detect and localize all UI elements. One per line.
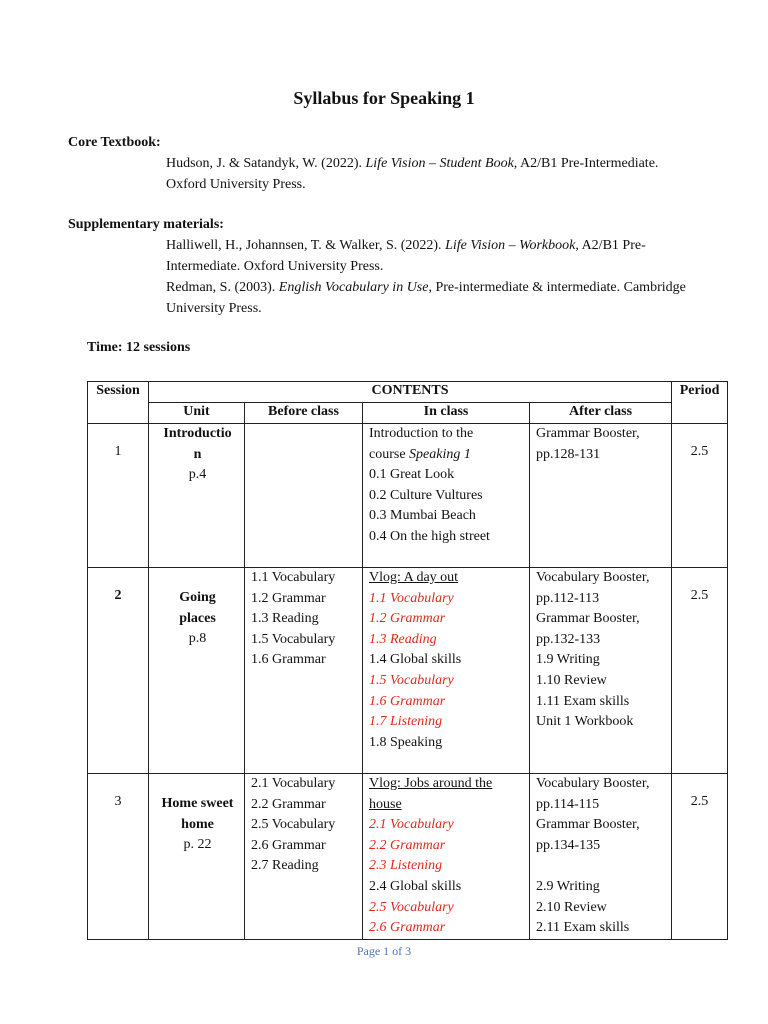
in-class-item-highlight: 1.1 Vocabulary: [369, 590, 454, 606]
in-class-item-highlight: 1.3 Reading: [369, 631, 437, 647]
after-class-cell: [530, 568, 672, 774]
after-class-item: Grammar Booster,: [536, 426, 640, 441]
in-class-cell: [363, 568, 530, 774]
in-class-item: 0.2 Culture Vultures: [369, 487, 483, 503]
after-class-item: 1.11 Exam skills: [536, 693, 630, 709]
session-number: 1: [114, 444, 122, 459]
in-class-cell: [363, 774, 530, 940]
header-before-class: Before class: [245, 403, 363, 424]
in-class-item-highlight: 2.5 Vocabulary: [369, 899, 454, 915]
header-session: Session: [88, 382, 149, 424]
before-class-item: 1.1 Vocabulary: [251, 570, 336, 585]
in-class-item: Speaking 1: [409, 446, 471, 462]
before-class-item: 2.7 Reading: [251, 858, 319, 874]
session-number: 2: [114, 588, 122, 603]
in-class-item-highlight: 1.6 Grammar: [369, 693, 446, 709]
in-class-item-highlight: 1.2 Grammar: [369, 611, 446, 627]
header-after-class: After class: [530, 403, 672, 424]
in-class-item: 1.4 Global skills: [369, 652, 462, 668]
after-class-item: pp.114-115: [536, 796, 600, 812]
supp-ref-text: Halliwell, H., Johannsen, T. & Walker, S. (2022).: [166, 238, 446, 253]
session-cell: [88, 424, 149, 568]
unit-page: p.8: [188, 631, 207, 647]
in-class-item: 0.1 Great Look: [369, 467, 455, 483]
supp-ref-text: , Pre-intermediate & intermediate. Cambridge: [428, 280, 686, 295]
after-class-item: 2.10 Review: [536, 899, 607, 915]
time-label: Time: 12 sessions: [87, 340, 191, 355]
core-ref-text: , A2/B1 Pre-Intermediate.: [513, 156, 659, 171]
after-class-item: Vocabulary Booster,: [536, 570, 650, 585]
in-class-item-highlight: 1.7 Listening: [369, 714, 443, 730]
after-class-item: Grammar Booster,: [536, 817, 640, 833]
supplementary-label: Supplementary materials:: [68, 217, 224, 232]
syllabus-table: [87, 381, 728, 940]
after-class-cell: [530, 774, 672, 940]
before-class-item: 2.1 Vocabulary: [251, 776, 336, 791]
session-number: 3: [114, 794, 122, 809]
after-class-spacer: [536, 856, 667, 877]
after-class-item: Grammar Booster,: [536, 611, 640, 627]
header-unit: Unit: [149, 403, 245, 424]
in-class-item: Introduction to the: [369, 426, 474, 441]
before-class-item: 1.5 Vocabulary: [251, 631, 336, 647]
session-cell: [88, 774, 149, 940]
after-class-item: 2.9 Writing: [536, 878, 600, 894]
supp-ref-text: Redman, S. (2003).: [166, 280, 279, 295]
before-class-item: 1.3 Reading: [251, 611, 319, 627]
before-class-cell: [245, 774, 363, 940]
vlog-title: Vlog: A day out: [369, 570, 459, 585]
in-class-item: 0.3 Mumbai Beach: [369, 508, 476, 524]
after-class-cell: [530, 424, 672, 568]
unit-page: p.4: [188, 467, 207, 483]
before-class-item: 2.2 Grammar: [251, 796, 326, 812]
in-class-item: 2.4 Global skills: [369, 878, 462, 894]
supp-ref-title: Life Vision – Workbook: [445, 238, 576, 253]
after-class-item: Unit 1 Workbook: [536, 714, 634, 730]
before-class-cell: [245, 424, 363, 568]
vlog-title: house: [369, 796, 402, 812]
before-class-item: 1.2 Grammar: [251, 590, 326, 606]
unit-title: Going: [179, 590, 216, 605]
before-class-item: 2.6 Grammar: [251, 837, 326, 853]
supplementary-references: [166, 235, 744, 319]
header-contents: CONTENTS: [149, 382, 672, 403]
period-value: 2.5: [690, 444, 709, 459]
page-footer: Page 1 of 3: [356, 944, 412, 958]
in-class-item: course: [369, 446, 410, 462]
after-class-item: pp.112-113: [536, 590, 600, 606]
session-cell: [88, 568, 149, 774]
in-class-item-highlight: 2.2 Grammar: [369, 837, 446, 853]
core-ref-publisher: Oxford University Press.: [166, 177, 306, 192]
supp-ref-text: University Press.: [166, 301, 262, 316]
in-class-item-highlight: 1.5 Vocabulary: [369, 672, 454, 688]
period-cell: [672, 568, 728, 774]
unit-title: places: [179, 610, 216, 626]
core-textbook-label: Core Textbook:: [68, 135, 161, 150]
period-value: 2.5: [690, 794, 709, 809]
unit-title: n: [193, 446, 202, 462]
before-class-item: 1.6 Grammar: [251, 652, 326, 668]
unit-title: Introductio: [163, 426, 232, 441]
unit-cell: [149, 568, 245, 774]
header-period: Period: [672, 382, 728, 424]
supp-ref-text: Intermediate. Oxford University Press.: [166, 259, 384, 274]
in-class-item-highlight: 2.3 Listening: [369, 858, 443, 874]
core-textbook-reference: [166, 153, 744, 195]
table-row: [88, 424, 728, 568]
period-cell: [672, 424, 728, 568]
after-class-item: 1.10 Review: [536, 672, 607, 688]
after-class-item: 1.9 Writing: [536, 652, 600, 668]
vlog-title: Vlog: Jobs around the: [369, 776, 493, 791]
core-ref-title: Life Vision – Student Book: [365, 156, 514, 171]
unit-title: home: [181, 816, 214, 832]
after-class-item: pp.132-133: [536, 631, 601, 647]
in-class-item-highlight: 2.6 Grammar: [369, 920, 446, 936]
table-row: [88, 774, 728, 940]
in-class-cell: [363, 424, 530, 568]
before-class-item: 2.5 Vocabulary: [251, 817, 336, 833]
page-title: Syllabus for Speaking 1: [293, 88, 475, 108]
unit-cell: [149, 424, 245, 568]
after-class-item: pp.134-135: [536, 837, 601, 853]
unit-title: Home sweet: [161, 796, 234, 811]
in-class-item: 1.8 Speaking: [369, 734, 443, 750]
after-class-item: pp.128-131: [536, 446, 601, 462]
in-class-item-highlight: 2.1 Vocabulary: [369, 817, 454, 833]
period-value: 2.5: [690, 588, 709, 603]
after-class-item: Vocabulary Booster,: [536, 776, 650, 791]
supp-ref-text: , A2/B1 Pre-: [575, 238, 646, 253]
unit-cell: [149, 774, 245, 940]
before-class-cell: [245, 568, 363, 774]
core-ref-text: Hudson, J. & Satandyk, W. (2022).: [166, 156, 366, 171]
table-row: [88, 568, 728, 774]
period-cell: [672, 774, 728, 940]
header-in-class: In class: [363, 403, 530, 424]
in-class-item: 0.4 On the high street: [369, 528, 490, 544]
supp-ref-title: English Vocabulary in Use: [278, 280, 429, 295]
unit-page: p. 22: [183, 837, 212, 853]
after-class-item: 2.11 Exam skills: [536, 920, 630, 936]
